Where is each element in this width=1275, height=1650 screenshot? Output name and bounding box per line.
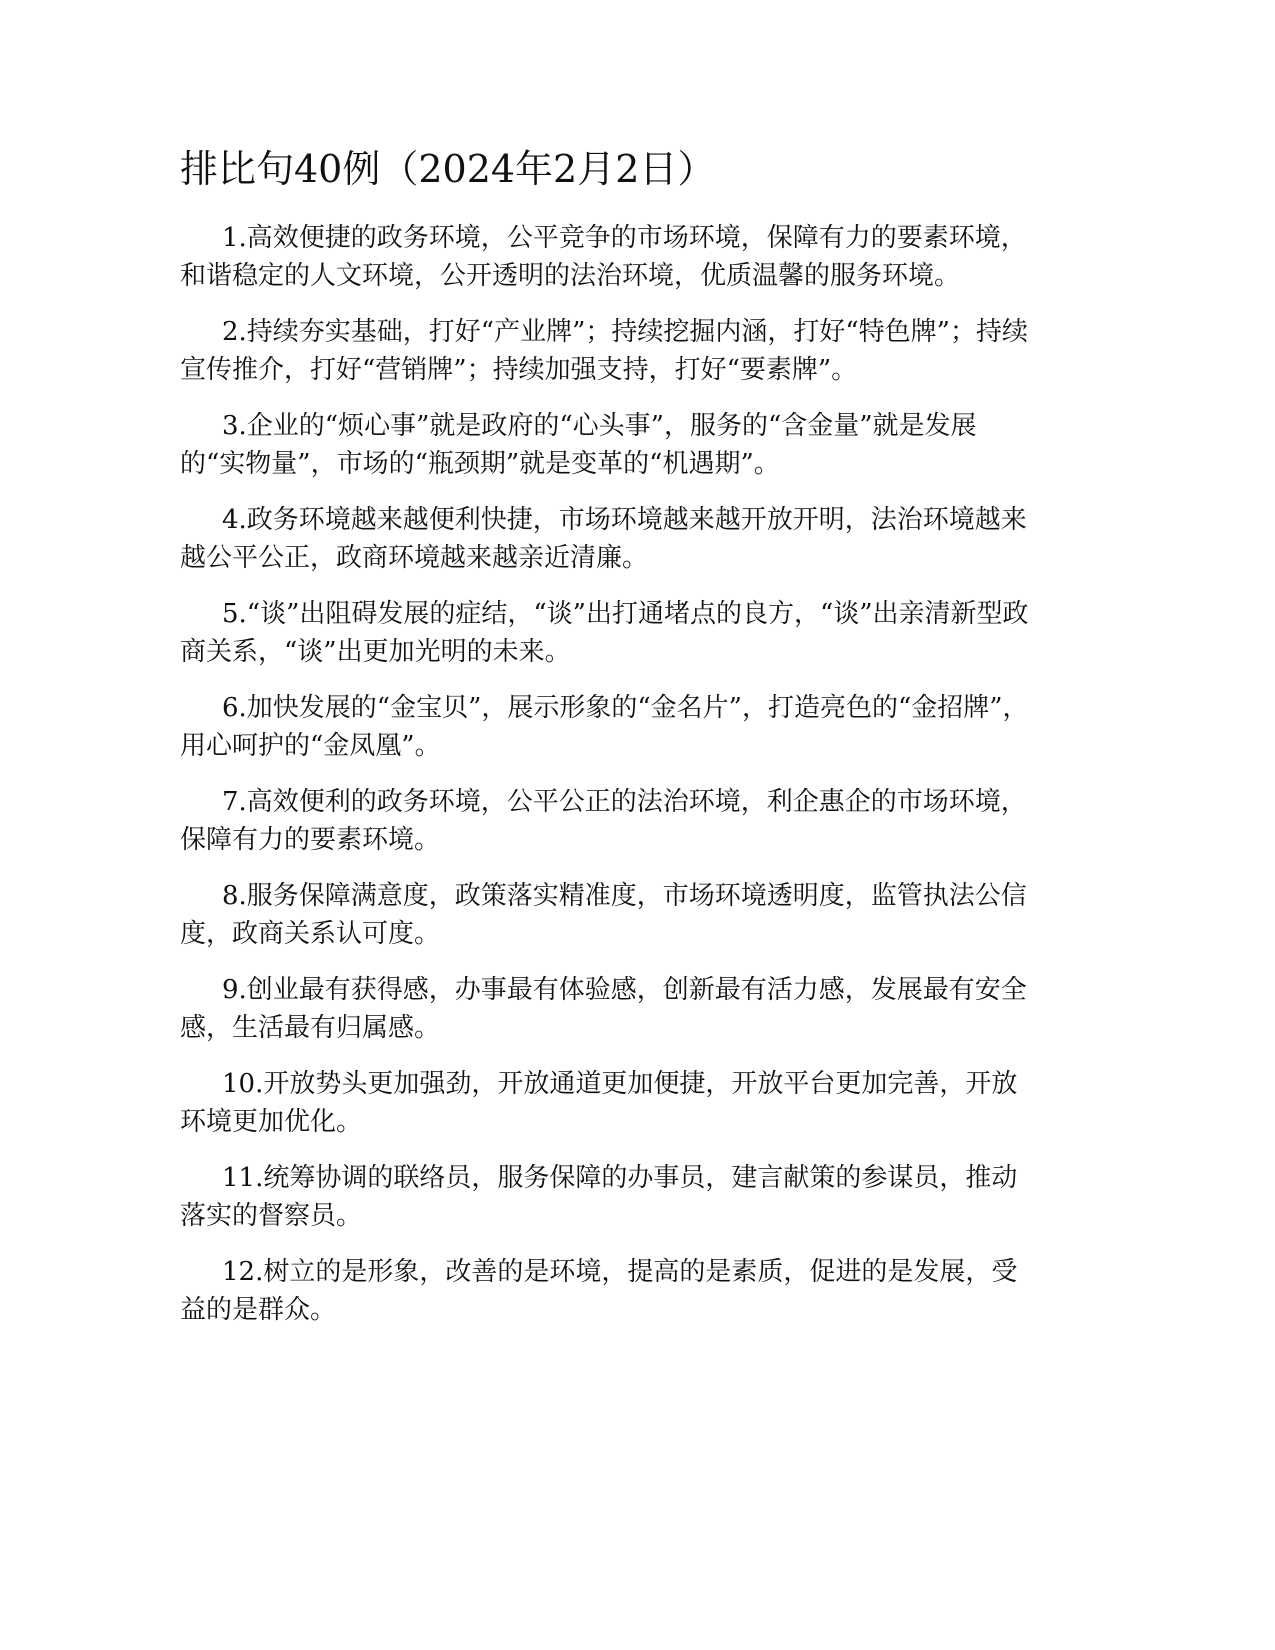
list-item: 6.加快发展的“金宝贝”，展示形象的“金名片”，打造亮色的“金招牌”，用心呵护的“金凤凰”。: [180, 693, 1029, 761]
list-item: 8.服务保障满意度，政策落实精准度，市场环境透明度，监管执法公信度，政商关系认可度。: [180, 881, 1027, 949]
list-item: 1.高效便捷的政务环境，公平竞争的市场环境，保障有力的要素环境，和谐稳定的人文环境，公开透明的法治环境，优质温馨的服务环境。: [180, 223, 1027, 291]
list-item: 12.树立的是形象，改善的是环境，提高的是素质，促进的是发展，受益的是群众。: [180, 1257, 1018, 1325]
list-item: 5.“谈”出阻碍发展的症结，“谈”出打通堵点的良方，“谈”出亲清新型政商关系，“谈”出更加光明的未来。: [180, 599, 1029, 667]
list-item: 10.开放势头更加强劲，开放通道更加便捷，开放平台更加完善，开放环境更加优化。: [180, 1069, 1018, 1137]
list-item: 4.政务环境越来越便利快捷，市场环境越来越开放开明，法治环境越来越公平公正，政商环境越来越亲近清廉。: [180, 505, 1027, 573]
list-item: 2.持续夯实基础，打好“产业牌”；持续挖掘内涵，打好“特色牌”；持续宣传推介，打好“营销牌”；持续加强支持，打好“要素牌”。: [180, 317, 1028, 385]
document-title: 排比句40例（2024年2月2日）: [180, 147, 716, 191]
list-item: 11.统筹协调的联络员，服务保障的办事员，建言献策的参谋员，推动落实的督察员。: [180, 1163, 1018, 1231]
document-page: [180, 145, 1040, 1347]
list-item: 3.企业的“烦心事”就是政府的“心头事”，服务的“含金量”就是发展的“实物量”，市场的“瓶颈期”就是变革的“机遇期”。: [180, 411, 977, 479]
list-item: 9.创业最有获得感，办事最有体验感，创新最有活力感，发展最有安全感，生活最有归属感。: [180, 975, 1027, 1043]
list-item: 7.高效便利的政务环境，公平公正的法治环境，利企惠企的市场环境，保障有力的要素环境。: [180, 787, 1027, 855]
